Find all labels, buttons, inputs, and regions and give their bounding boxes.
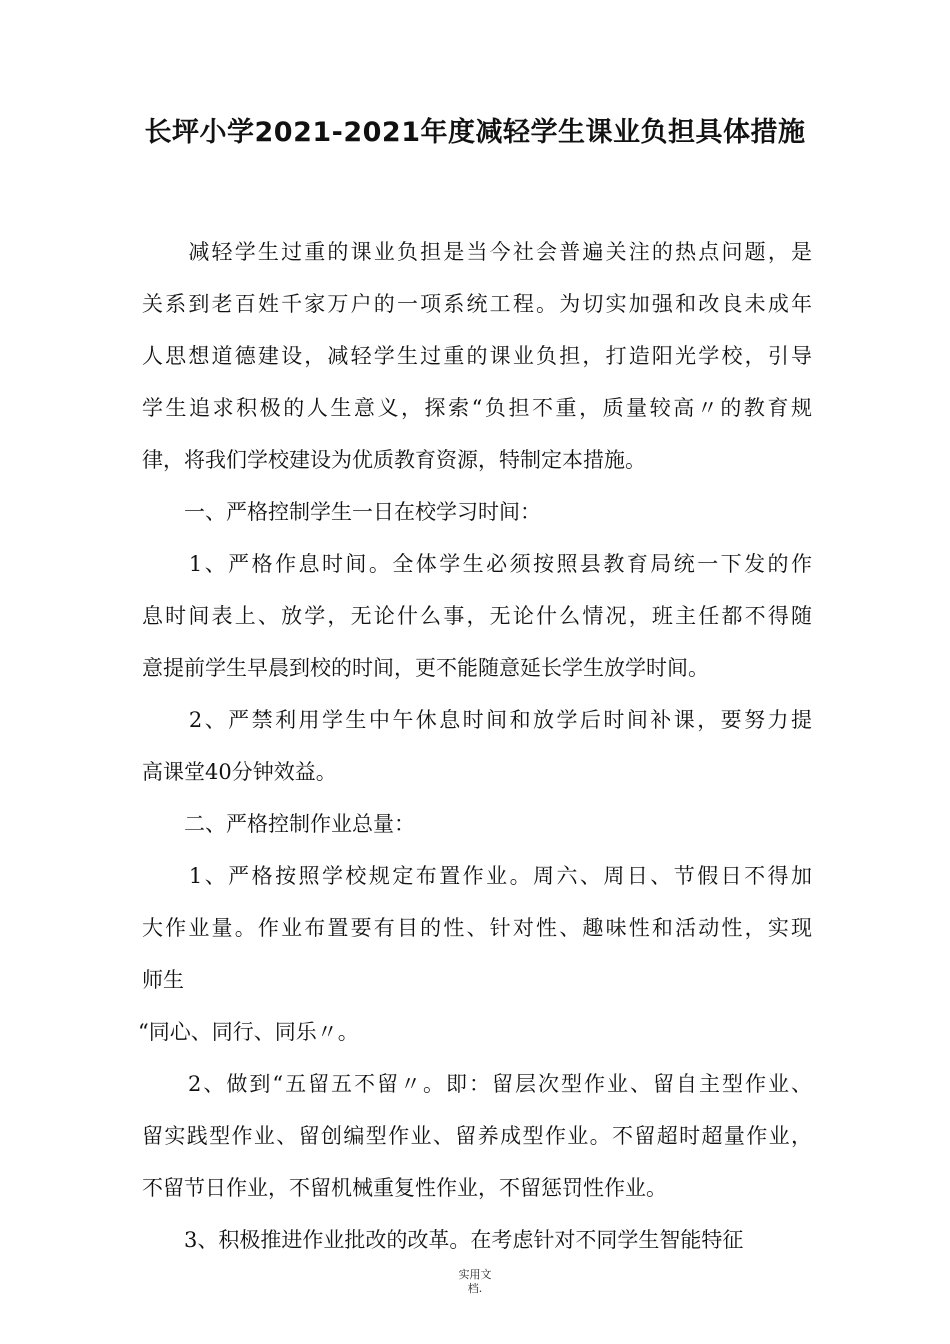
- paragraph-line: 1、严格作息时间。全体学生必须按照县教育局统一下发的作: [142, 552, 812, 576]
- paragraph-line: 意提前学生早晨到校的时间，更不能随意延长学生放学时间。: [142, 656, 709, 680]
- page-footer: 档.: [467, 1282, 483, 1295]
- document-title: 长坪小学2021-2021年度减轻学生课业负担具体措施: [144, 117, 806, 148]
- paragraph-line: 留实践型作业、留创编型作业、留养成型作业。不留超时超量作业，: [142, 1124, 812, 1148]
- paragraph-line: 关系到老百姓千家万户的一项系统工程。为切实加强和改良未成年: [142, 292, 812, 316]
- paragraph-line: 大作业量。作业布置要有目的性、针对性、趣味性和活动性，实现: [142, 916, 812, 940]
- paragraph-line: 不留节日作业，不留机械重复性作业，不留惩罚性作业。: [142, 1176, 667, 1200]
- paragraph-line: 减轻学生过重的课业负担是当今社会普遍关注的热点问题，是: [142, 240, 812, 264]
- paragraph-line: 息时间表上、放学，无论什么事，无论什么情况，班主任都不得随: [142, 604, 812, 628]
- page-footer: 实用文: [458, 1268, 492, 1281]
- section-heading: 一、严格控制学生一日在校学习时间：: [142, 500, 541, 524]
- paragraph-line: 学生追求积极的人生意义，探索“负担不重，质量较高〃的教育规: [142, 396, 812, 420]
- section-heading: 二、严格控制作业总量：: [142, 812, 415, 836]
- paragraph-line: 2、严禁利用学生中午休息时间和放学后时间补课，要努力提: [142, 708, 812, 732]
- paragraph-line: 律，将我们学校建设为优质教育资源，特制定本措施。: [142, 448, 646, 472]
- paragraph-line: 1、严格按照学校规定布置作业。周六、周日、节假日不得加: [142, 864, 812, 888]
- paragraph-line: 人思想道德建设，减轻学生过重的课业负担，打造阳光学校，引导: [142, 344, 812, 368]
- paragraph-line: 师生: [142, 968, 184, 992]
- paragraph-line: 3、积极推进作业批改的改革。在考虑针对不同学生智能特征: [142, 1228, 744, 1252]
- paragraph-line: 2、做到“五留五不留〃。即：留层次型作业、留自主型作业、: [142, 1072, 812, 1096]
- paragraph-line: 高课堂40分钟效益。: [142, 760, 337, 784]
- paragraph-line: “同心、同行、同乐〃。: [138, 1020, 359, 1044]
